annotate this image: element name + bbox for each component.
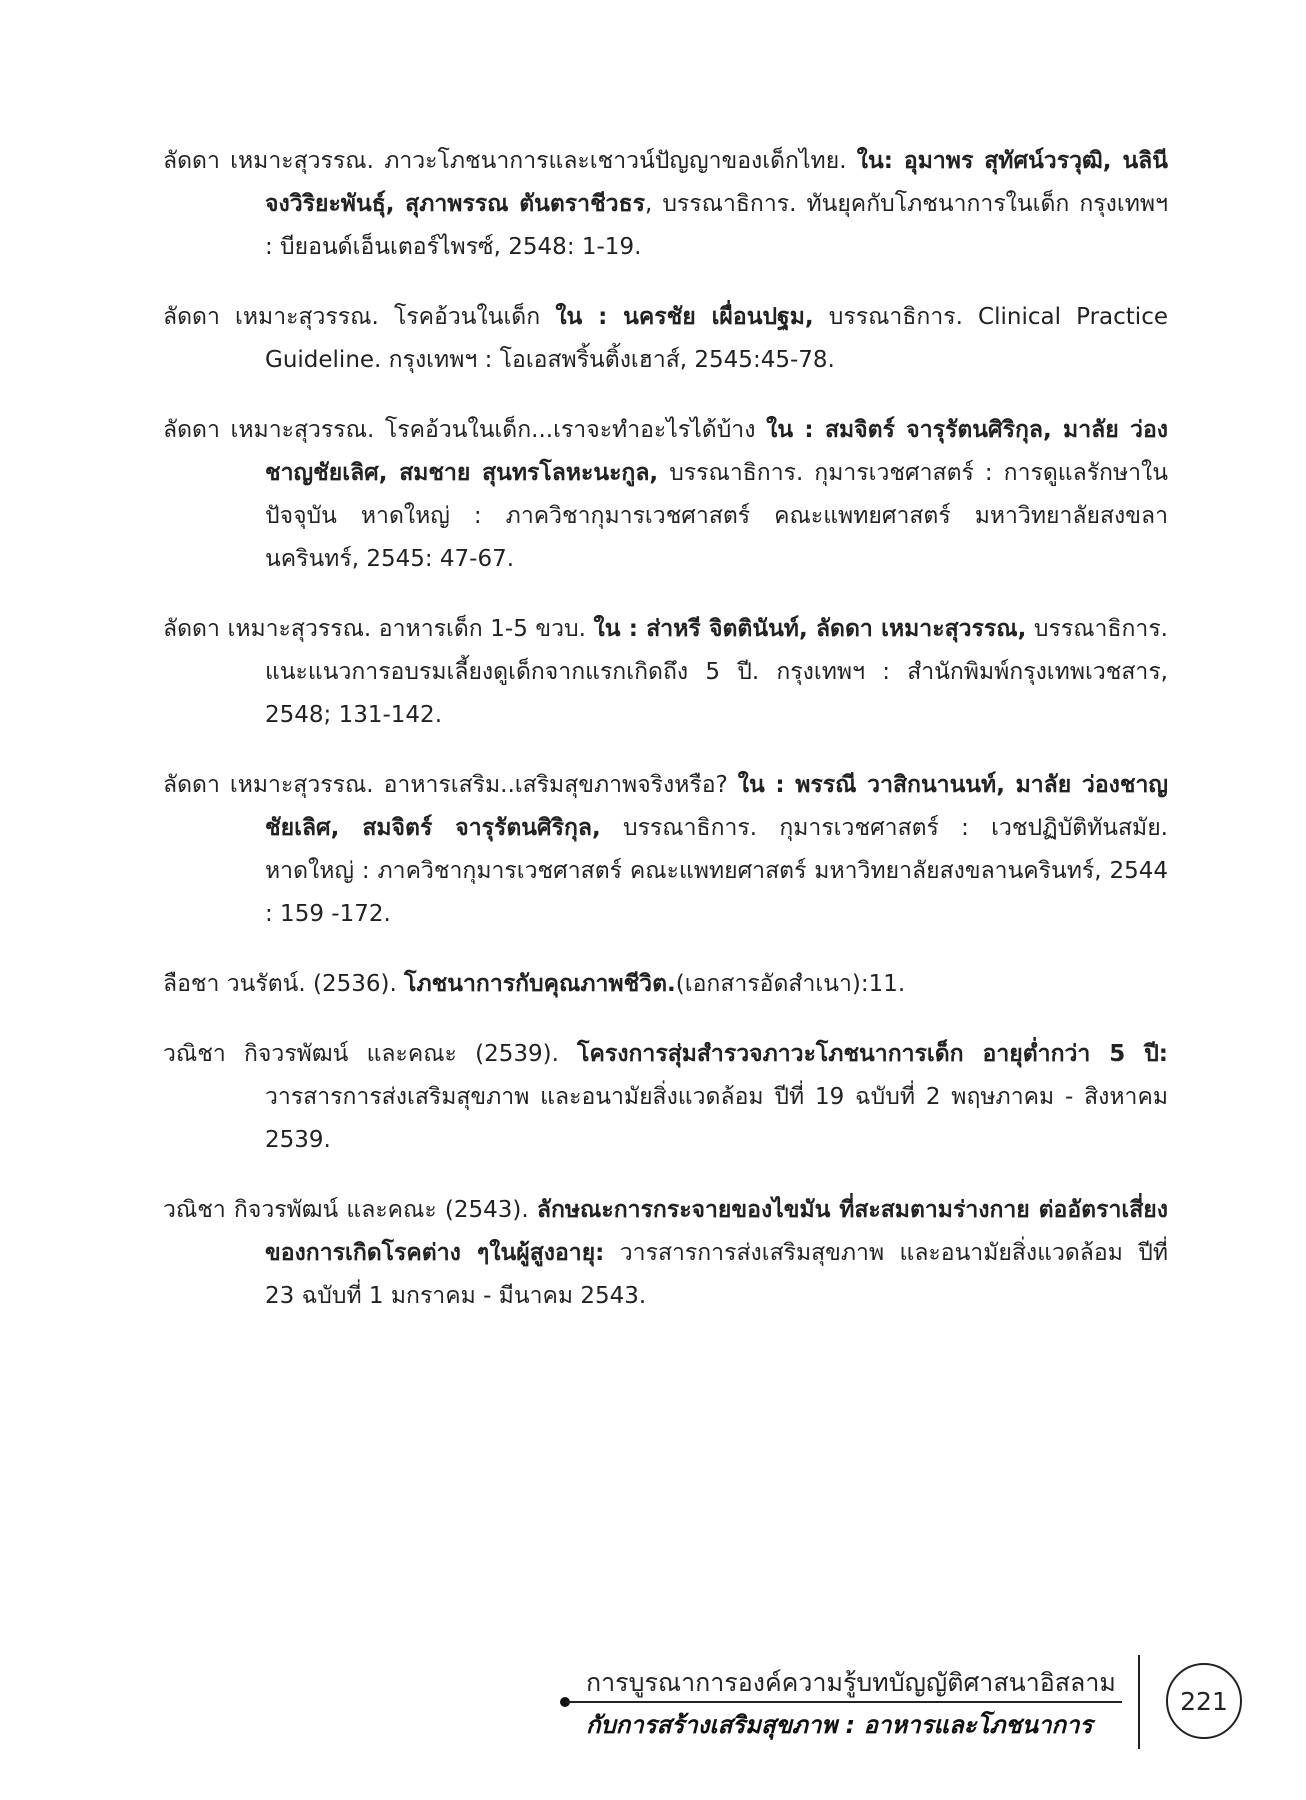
reference-bold-text: ใน : ส่าหรี จิตตินันท์, ลัดดา เหมาะสุวรรณ,	[593, 616, 1027, 642]
reference-text: ลัดดา เหมาะสุวรรณ. อาหารเสริม..เสริมสุขภาพจริงหรือ?	[163, 772, 738, 798]
reference-text: (เอกสารอัดสำเนา):11.	[675, 971, 906, 997]
footer-divider	[566, 1701, 1122, 1703]
footer-book-title-line2: กับการสร้างเสริมสุขภาพ : อาหารและโภชนาการ	[586, 1711, 1093, 1739]
reference-entry	[163, 140, 1168, 269]
reference-entry	[163, 963, 1168, 1006]
reference-text: ลือชา วนรัตน์. (2536).	[163, 971, 405, 997]
footer-vertical-divider	[1138, 1655, 1140, 1749]
reference-bold-text: โภชนาการกับคุณภาพชีวิต.	[404, 971, 676, 997]
reference-text: วารสารการส่งเสริมสุขภาพ และอนามัยสิ่งแวดล้อม ปีที่ 23 ฉบับที่ 1 มกราคม - มีนาคม 2543.	[265, 1240, 1168, 1309]
reference-entry	[163, 1033, 1168, 1162]
reference-entry	[163, 608, 1168, 737]
reference-text: วณิชา กิจวรพัฒน์ และคณะ (2539).	[163, 1041, 578, 1067]
reference-text: บรรณาธิการ. Clinical Practice Guideline. กรุงเทพฯ : โอเอสพริ้นติ้งเฮาส์, 2545:45-78.	[265, 304, 1168, 373]
reference-bold-text: ใน : สมจิตร์ จารุรัตนศิริกุล, มาลัย ว่องชาญชัยเลิศ, สมชาย สุนทรโลหะนะกูล,	[265, 417, 1168, 486]
reference-bold-text: ใน : พรรณี วาสิกนานนท์, มาลัย ว่องชาญชัยเลิศ, สมจิตร์ จารุรัตนศิริกุล,	[265, 772, 1168, 841]
footer-book-title-line1: การบูรณาการองค์ความรู้บทบัญญัติศาสนาอิสลาม	[586, 1668, 1116, 1697]
reference-bold-text: ใน: อุมาพร สุทัศน์วรวุฒิ, นลินี จงวิริยะพันธุ์, สุภาพรรณ ตันตราชีวธร	[265, 148, 1168, 217]
reference-text: ลัดดา เหมาะสุวรรณ. อาหารเด็ก 1-5 ขวบ.	[163, 616, 594, 642]
reference-text: บรรณาธิการ. แนะแนวการอบรมเลี้ยงดูเด็กจากแรกเกิดถึง 5 ปี. กรุงเทพฯ : สำนักพิมพ์กรุงเทพเวชสาร, 2548; 131-142.	[265, 616, 1168, 728]
reference-text: บรรณาธิการ. กุมารเวชศาสตร์ : การดูแลรักษาในปัจจุบัน หาดใหญ่ : ภาควิชากุมารเวชศาสตร์ คณะแพทยศาสตร์ มหาวิทยาลัยสงขลานครินทร์, 2545: 47-67.	[265, 460, 1168, 572]
reference-text: ลัดดา เหมาะสุวรรณ. ภาวะโภชนาการและเชาวน์ปัญญาของเด็กไทย.	[163, 148, 857, 174]
reference-entry	[163, 1189, 1168, 1318]
reference-bold-text: โครงการสุ่มสำรวจภาวะโภชนาการเด็ก อายุต่ำกว่า 5 ปี:	[577, 1041, 1168, 1067]
reference-entry	[163, 409, 1168, 581]
reference-bold-text: ลักษณะการกระจายของไขมัน ที่สะสมตามร่างกาย ต่ออัตราเสี่ยงของการเกิดโรคต่าง ๆในผู้สูงอายุ:	[265, 1197, 1168, 1266]
reference-text: ลัดดา เหมาะสุวรรณ. โรคอ้วนในเด็ก	[163, 304, 556, 330]
reference-entry	[163, 764, 1168, 936]
reference-entry	[163, 296, 1168, 382]
reference-text: วณิชา กิจวรพัฒน์ และคณะ (2543).	[163, 1197, 537, 1223]
page-number-badge	[1166, 1663, 1242, 1739]
page-footer	[560, 1655, 1260, 1750]
reference-text: , บรรณาธิการ. ทันยุคกับโภชนาการในเด็ก กรุงเทพฯ : บียอนด์เอ็นเตอร์ไพรซ์, 2548: 1-19.	[265, 191, 1168, 260]
reference-list	[163, 140, 1168, 1318]
reference-text: วารสารการส่งเสริมสุขภาพ และอนามัยสิ่งแวดล้อม ปีที่ 19 ฉบับที่ 2 พฤษภาคม - สิงหาคม 2539.	[265, 1084, 1168, 1153]
reference-text: บรรณาธิการ. กุมารเวชศาสตร์ : เวชปฏิบัติทันสมัย. หาดใหญ่ : ภาควิชากุมารเวชศาสตร์ คณะแพทยศาสตร์ มหาวิทยาลัยสงขลานครินทร์, 2544 : 159 -172.	[265, 815, 1168, 927]
page-number: 221	[1180, 1686, 1228, 1716]
reference-text: ลัดดา เหมาะสุวรรณ. โรคอ้วนในเด็ก...เราจะทำอะไรได้บ้าง	[163, 417, 767, 443]
reference-bold-text: ใน : นครชัย เผื่อนปฐม,	[555, 304, 814, 330]
